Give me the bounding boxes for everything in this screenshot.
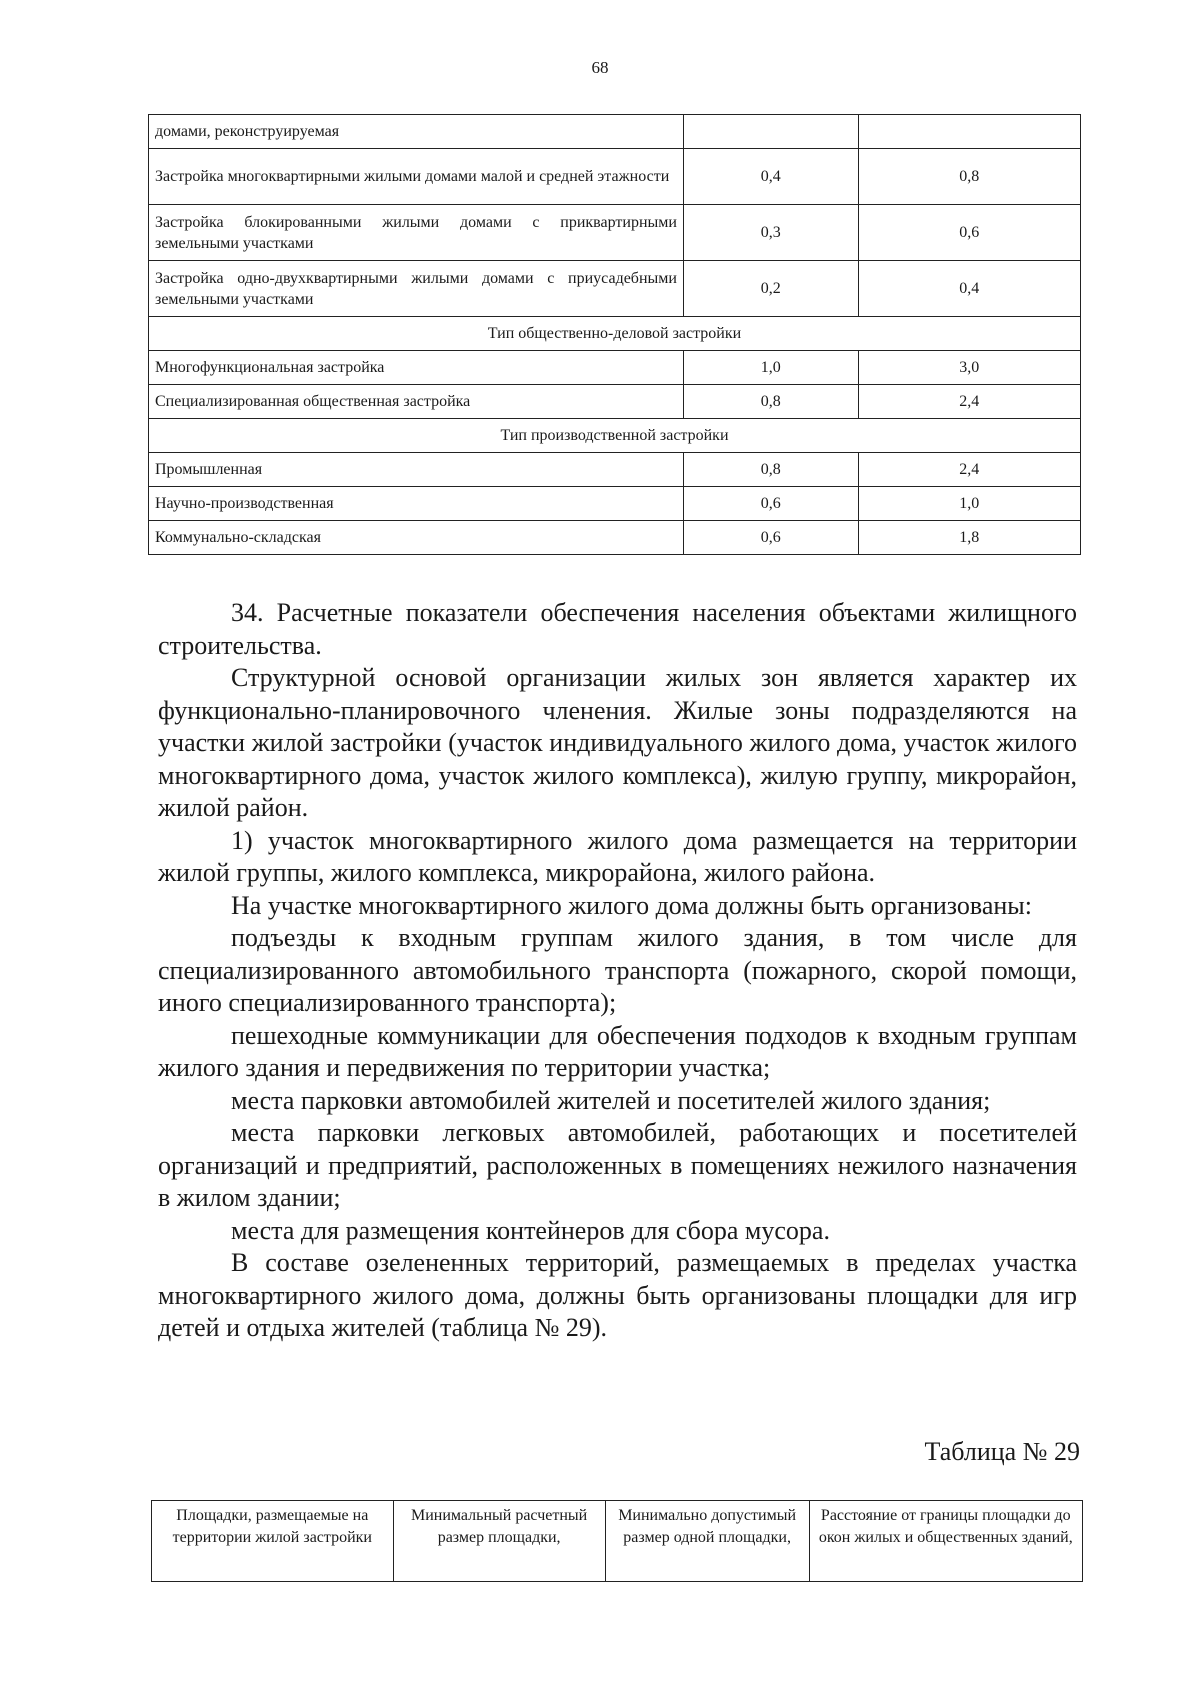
section-header-row bbox=[149, 419, 1081, 453]
value-cell-2: 1,8 bbox=[858, 521, 1080, 555]
table-row bbox=[149, 351, 1081, 385]
value-cell-2: 3,0 bbox=[858, 351, 1080, 385]
row-label: домами, реконструируемая bbox=[149, 115, 684, 149]
value-cell-1: 0,8 bbox=[683, 453, 858, 487]
row-label: Коммунально-складская bbox=[149, 521, 684, 555]
table-row bbox=[149, 521, 1081, 555]
row-label: Застройка многоквартирными жилыми домами малой и средней этажности bbox=[149, 149, 684, 205]
column-header: Минимальный расчетный размер площадки, bbox=[393, 1501, 605, 1582]
value-cell-1: 0,2 bbox=[683, 261, 858, 317]
body-text bbox=[158, 597, 1077, 1345]
row-label: Промышленная bbox=[149, 453, 684, 487]
value-cell-2: 1,0 bbox=[858, 487, 1080, 521]
table-header-row bbox=[152, 1501, 1083, 1582]
row-label: Научно-производственная bbox=[149, 487, 684, 521]
value-cell-1: 0,6 bbox=[683, 521, 858, 555]
value-cell-2: 0,6 bbox=[858, 205, 1080, 261]
paragraph: места парковки автомобилей жителей и посетителей жилого здания; bbox=[231, 1085, 991, 1115]
row-label: Специализированная общественная застройка bbox=[149, 385, 684, 419]
density-table bbox=[148, 114, 1081, 555]
row-label: Застройка блокированными жилыми домами с приквартирными земельными участками bbox=[149, 205, 684, 261]
paragraph: 1) участок многоквартирного жилого дома размещается на территории жилой группы, жилого комплекса, микрорайона, жилого района. bbox=[158, 825, 1077, 887]
row-label: Многофункциональная застройка bbox=[149, 351, 684, 385]
table-row bbox=[149, 385, 1081, 419]
value-cell-1: 1,0 bbox=[683, 351, 858, 385]
section-header: Тип производственной застройки bbox=[149, 419, 1081, 453]
value-cell-1 bbox=[683, 115, 858, 149]
table-row bbox=[149, 115, 1081, 149]
paragraph: места парковки легковых автомобилей, работающих и посетителей организаций и предприятий, расположенных в помещениях нежилого назначения в жилом здании; bbox=[158, 1118, 1077, 1212]
section-header: Тип общественно-деловой застройки bbox=[149, 317, 1081, 351]
playground-table bbox=[151, 1500, 1083, 1582]
value-cell-2: 2,4 bbox=[858, 453, 1080, 487]
column-header: Расстояние от границы площадки до окон жилых и общественных зданий, bbox=[809, 1501, 1082, 1582]
table-row bbox=[149, 453, 1081, 487]
column-header: Минимально допустимый размер одной площадки, bbox=[605, 1501, 809, 1582]
value-cell-2: 0,4 bbox=[858, 261, 1080, 317]
table-row bbox=[149, 149, 1081, 205]
section-header-row bbox=[149, 317, 1081, 351]
paragraph: На участке многоквартирного жилого дома должны быть организованы: bbox=[231, 890, 1032, 920]
paragraph: пешеходные коммуникации для обеспечения подходов к входным группам жилого здания и передвижения по территории участка; bbox=[158, 1020, 1077, 1082]
value-cell-1: 0,4 bbox=[683, 149, 858, 205]
paragraph-heading: 34. Расчетные показатели обеспечения населения объектами жилищного строительства. bbox=[158, 598, 1077, 660]
value-cell-2 bbox=[858, 115, 1080, 149]
table-row bbox=[149, 261, 1081, 317]
table-caption: Таблица № 29 bbox=[924, 1437, 1080, 1466]
value-cell-1: 0,8 bbox=[683, 385, 858, 419]
value-cell-1: 0,6 bbox=[683, 487, 858, 521]
value-cell-2: 0,8 bbox=[858, 149, 1080, 205]
paragraph: подъезды к входным группам жилого здания, в том числе для специализированного автомобильного транспорта (пожарного, скорой помощи, иного специализированного транспорта); bbox=[158, 923, 1077, 1017]
page-number: 68 bbox=[591, 58, 609, 77]
paragraph: Структурной основой организации жилых зон является характер их функционально-планировочного членения. Жилые зоны подразделяются на участки жилой застройки (участок индивидуального жилого дома, участок жилого многоквартирного дома, участок жилого комплекса), жилую группу, микрорайон, жилой район. bbox=[158, 663, 1077, 822]
paragraph: В составе озелененных территорий, размещаемых в пределах участка многоквартирного жилого дома, должны быть организованы площадки для игр детей и отдыха жителей (таблица № 29). bbox=[158, 1248, 1077, 1342]
column-header: Площадки, размещаемые на территории жилой застройки bbox=[152, 1501, 394, 1582]
table-row bbox=[149, 487, 1081, 521]
row-label: Застройка одно-двухквартирными жилыми домами с приусадебными земельными участками bbox=[149, 261, 684, 317]
value-cell-2: 2,4 bbox=[858, 385, 1080, 419]
paragraph: места для размещения контейнеров для сбора мусора. bbox=[231, 1215, 830, 1245]
table-row bbox=[149, 205, 1081, 261]
value-cell-1: 0,3 bbox=[683, 205, 858, 261]
